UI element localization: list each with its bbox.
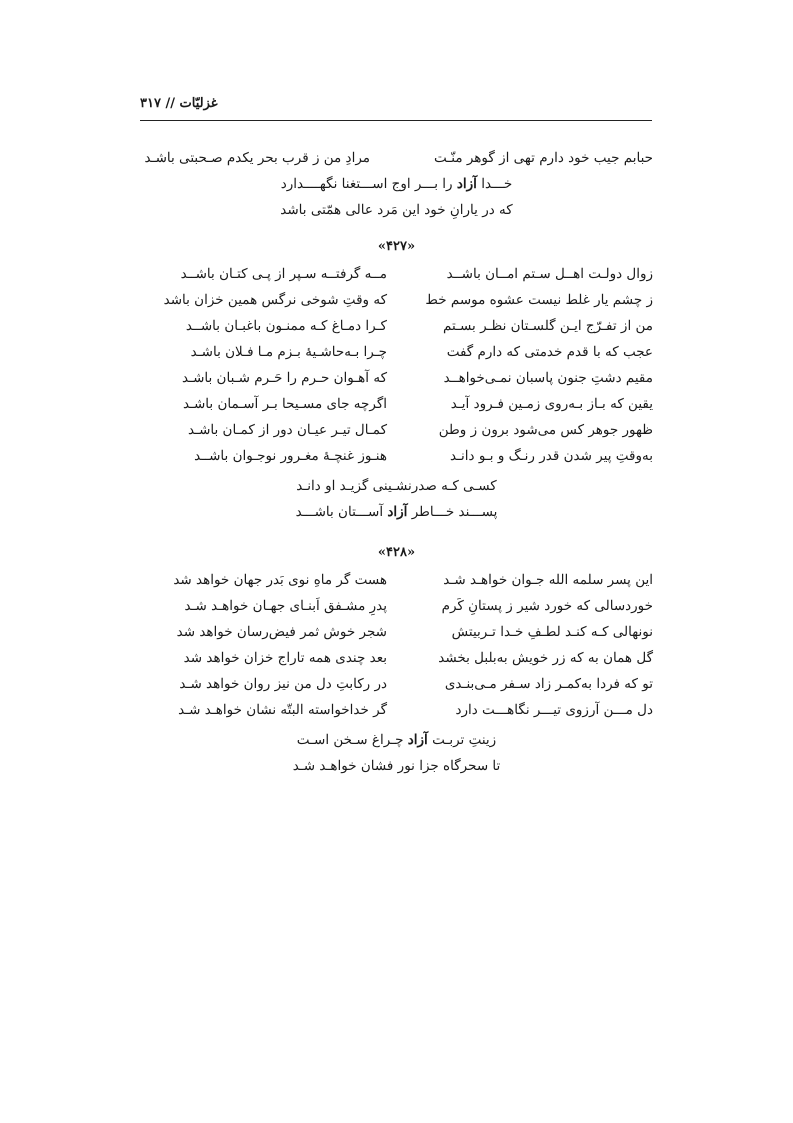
poem-428-final-line-1 [0, 730, 793, 750]
poem-428-final1-pre: زینتِ تربـت [432, 732, 497, 748]
intro-final-line-1 [0, 174, 793, 194]
couplet-428-6-right: دل مـــن آرزوی تیـــر نگاهـــت دارد [455, 702, 653, 718]
poet-name: آزاد [387, 504, 408, 520]
poem-428-final-line-2: تا سحرگاه جزا نور فشان خواهـد شـد [292, 758, 501, 774]
couplet-427-4-left: چـرا بـه‌حاشـیهٔ بـزم مـا فـلان باشـد [190, 344, 387, 360]
poem-427-final2-post: آســـتان باشـــد [295, 504, 384, 520]
couplet-428-5-left: در رکابتِ دل من نیز روان خواهد شـد [179, 676, 387, 692]
couplet-427-2-left: که وقتِ شوخی نرگس همین خزان باشد [163, 292, 387, 308]
poem-427-final2-pre: پســـند خـــاطر [411, 504, 498, 520]
poem-428-final1-post: چـراغ سـخن اسـت [296, 732, 404, 748]
couplet-428-4-left: بعد چندی همه تاراج خزان خواهد شد [183, 650, 387, 666]
intro-couplet1-right: حبابم جیب خود دارم تهی از گوهر منّـت [434, 150, 653, 166]
couplet-427-1-left: مــه گرفتــه سـپر از پـی کتـان باشــد [180, 266, 387, 282]
page-header [140, 92, 652, 121]
couplet-428-3-right: نونهالی کـه کنـد لطـفِ خـدا تـربیتش [451, 624, 653, 640]
couplet-428-4-right: گل همان به که زر خویش به‌بلبل بخشد [438, 650, 653, 666]
couplet-428-1-left: هست گر ماهِ نوی بَدر جهان خواهد شد [173, 572, 387, 588]
intro-final1-post: را بـــر اوج اســـتغنا نگهــــدارد [280, 176, 453, 192]
intro-final1-pre: خـــدا [481, 176, 513, 192]
poem-number-427: «۴۲۷» [377, 239, 416, 254]
couplet-427-8-right: به‌وقتِ پیر شدن قدر رنـگ و بـو دانـد [450, 448, 653, 464]
couplet-428-3-left: شجر خوش ثمر فیض‌رسان خواهد شد [176, 624, 387, 640]
poem-427-final-line-2 [0, 502, 793, 522]
couplet-427-8-left: هنـوز غنچـهٔ مغـرور نوجـوان باشــد [194, 448, 387, 464]
couplet-427-1-right: زوال دولـت اهــل سـتم امــان باشــد [446, 266, 653, 282]
couplet-427-5-right: مقیم دشتِ جنون پاسبان نمـی‌خواهــد [443, 370, 653, 386]
poet-name: آزاد [407, 732, 428, 748]
intro-couplet1-left: مرادِ من ز قرب بحر یکدم صـحبتی باشـد [144, 150, 370, 166]
couplet-428-1-right: این پسر سلمه الله جـوان خواهـد شـد [443, 572, 653, 588]
couplet-428-6-left: گر خداخواسته البتّه نشان خواهـد شـد [178, 702, 387, 718]
poem-427-final-line-1: کسـی کـه صدرنشـینی گزیـد او دانـد [296, 478, 497, 494]
poet-name: آزاد [456, 176, 477, 192]
poem-number-428: «۴۲۸» [377, 545, 416, 560]
couplet-427-2-right: ز چشم یار غلط نیست عشوه موسم خط [425, 292, 653, 308]
couplet-428-5-right: تو که فردا به‌کمـر زاد سـفر مـی‌بنـدی [444, 676, 653, 692]
couplet-427-3-right: من از تفـرّج ایـن گلسـتان نظـر بسـتم [442, 318, 653, 334]
couplet-428-2-right: خوردسالی که خورد شیر ز پستانِ کَرم [441, 598, 653, 614]
intro-final-line-2: که در یارانِ خود این مَرد عالی همّتی باشد [280, 202, 513, 218]
couplet-427-6-left: اگرچه جای مسـیحا بـر آسـمان باشـد [182, 396, 387, 412]
couplet-427-6-right: یقین که بـاز بـه‌روی زمـین فـرود آیـد [450, 396, 653, 412]
couplet-427-5-left: که آهـوان حـرم را حَـرم شـبان باشـد [182, 370, 387, 386]
couplet-427-4-right: عجب که با قدم خدمتی که دارم گفت [446, 344, 653, 360]
couplet-427-3-left: کـرا دمـاغ کـه ممنـون باغبـان باشــد [185, 318, 387, 334]
couplet-427-7-left: کمـال تیـر عیـان دور از کمـان باشـد [188, 422, 387, 438]
couplet-427-7-right: ظهور جوهر کس می‌شود برون ز وطن [438, 422, 653, 438]
running-head: غزلیّات // ۳۱۷ [140, 96, 218, 111]
couplet-428-2-left: پدرِ مشـفق اَبنـای جهـان خواهـد شـد [184, 598, 387, 614]
